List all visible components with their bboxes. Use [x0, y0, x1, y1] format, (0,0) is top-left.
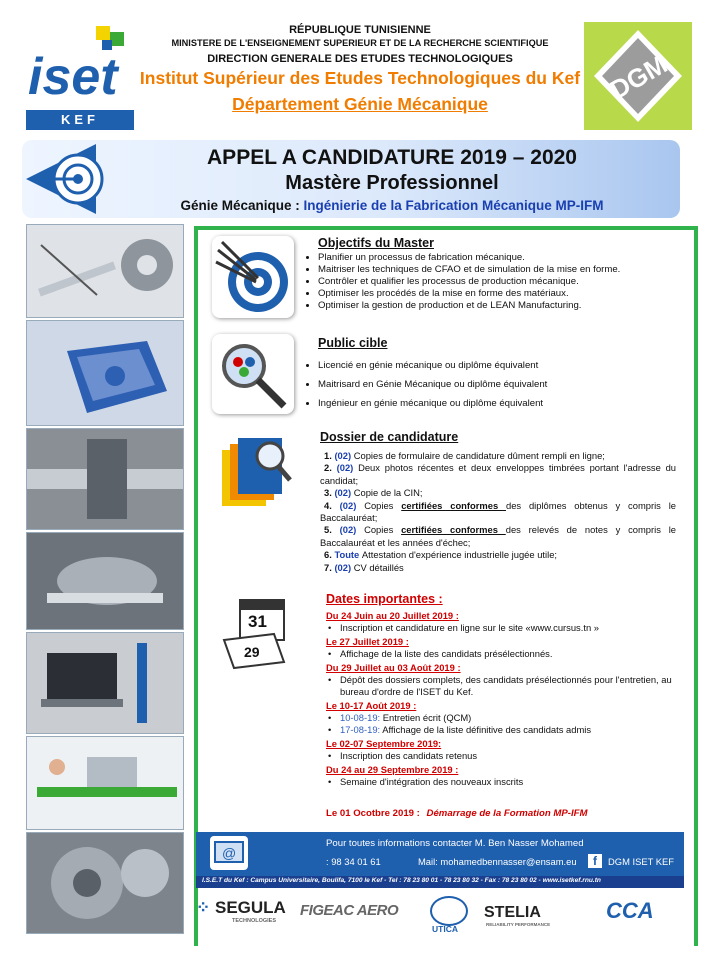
- call-banner: [22, 140, 680, 218]
- dossier-item: [320, 487, 676, 499]
- contact-line: Pour toutes informations contacter M. Ben Nasser Mohamed: [326, 838, 584, 849]
- objectifs-title: Objectifs du Master: [318, 236, 434, 250]
- date-heading: Le 27 Juillet 2019 :: [326, 636, 409, 647]
- dates-list: [326, 608, 680, 788]
- date-heading: Le 10-17 Août 2019 :: [326, 700, 417, 711]
- date-line-text: Dépôt des dossiers complets, des candidats présélectionnés pour l'entretien, au bureau d'ordre de l'ISET du Kef.: [340, 674, 672, 697]
- banner-program: [92, 198, 680, 213]
- dossier-item-underline: certifiées conformes: [401, 524, 506, 536]
- photo-assembly-line: [26, 736, 184, 830]
- date-heading: Du 24 Juin au 20 Juillet 2019 :: [326, 610, 459, 621]
- public-title: Public cible: [318, 336, 388, 350]
- dossier-item: [320, 549, 676, 561]
- date-line: [326, 776, 680, 788]
- date-heading: Le 02-07 Septembre 2019:: [326, 738, 442, 749]
- list-item: • Optimiser les procédés de la mise en forme des matériaux.: [318, 288, 698, 300]
- date-line-text: Semaine d'intégration des nouveaux inscrits: [340, 776, 524, 787]
- date-line-text: Inscription et candidature en ligne sur le site «www.cursus.tn »: [340, 622, 599, 633]
- photo-cmm-laptop: [26, 632, 184, 734]
- program-prefix: Génie Mécanique :: [180, 198, 300, 213]
- contact-mail[interactable]: Mail: mohamedbennasser@ensam.eu: [418, 856, 577, 867]
- dossier-item-number: 1.: [324, 450, 335, 461]
- dossier-item-number: 4.: [324, 499, 340, 511]
- target-icon: [212, 236, 294, 318]
- list-item: • Contrôler et qualifier les processus de production mécanique.: [318, 276, 698, 288]
- objectifs-list: [304, 252, 698, 312]
- list-item: • Ingénieur en génie mécanique ou diplôme équivalent: [318, 394, 698, 413]
- svg-text:@: @: [222, 845, 237, 861]
- dossier-item-text: des diplômes obtenus y compris le Baccalauréat;: [320, 499, 676, 524]
- cca-logo: CCA: [606, 898, 654, 923]
- contact-bar: [196, 832, 684, 876]
- address-bar: [196, 876, 684, 888]
- dossier-title: Dossier de candidature: [320, 430, 459, 444]
- segula-sub: TECHNOLOGIES: [232, 918, 277, 924]
- dossier-item-qty: (02): [334, 450, 354, 461]
- dossier-item-qty: (02): [334, 561, 354, 573]
- magnifier-people-icon: [212, 334, 294, 414]
- utica-emblem-icon: [430, 896, 468, 926]
- dossier-item: [320, 500, 676, 525]
- dossier-item-number: 7.: [324, 561, 335, 573]
- date-heading: Du 29 Juillet au 03 Août 2019 :: [326, 662, 461, 673]
- photo-cad-part: [26, 320, 184, 426]
- dossier-item-text: Attestation d'expérience industrielle jugée utile;: [361, 549, 558, 561]
- header-departement: Département Génie Mécanique: [232, 94, 488, 114]
- utica-logo: UTICA: [432, 924, 458, 934]
- banner-subtitle: Mastère Professionnel: [285, 172, 499, 194]
- photo-gears: [26, 832, 184, 934]
- contact-mail-icon: [210, 836, 248, 870]
- list-item: • Licencié en génie mécanique ou diplôme équivalent: [318, 356, 698, 375]
- dossier-item-qty: (02): [339, 524, 365, 536]
- figeac-logo: FIGEAC AERO: [300, 902, 399, 919]
- dossier-item-qty: (02): [334, 487, 354, 499]
- list-item: • Planifier un processus de fabrication mécanique.: [318, 252, 698, 264]
- dossier-item-text: des relevés de notes y compris le Baccalauréat et les années d'échec;: [320, 524, 676, 548]
- date-line-text: Affichage de la liste des candidats présélectionnés.: [340, 648, 553, 659]
- date-line: [326, 750, 680, 762]
- dossier-item: [320, 450, 676, 462]
- dossier-list: [320, 450, 676, 574]
- date-line-prefix: 10-08-19:: [340, 712, 383, 723]
- header-direction: DIRECTION GENERALE DES ETUDES TECHNOLOGIQUES: [207, 53, 513, 65]
- header-republique: RÉPUBLIQUE TUNISIENNE: [289, 24, 431, 36]
- photo-milling: [26, 532, 184, 630]
- dossier-item-text: CV détaillés: [353, 561, 404, 573]
- stelia-sub: RELIABILITY PERFORMANCE: [486, 922, 551, 927]
- address-text: I.S.E.T du Kef : Campus Universitaire, Boulifa, 7100 le Kef - Tel : 78 23 80 01 - 78 23 80 32 - Fax : 78 23 80 02 - www.isetkef.rnu.tn: [202, 877, 601, 884]
- dgm-logo: [584, 22, 692, 130]
- dossier-item: [320, 462, 676, 487]
- photo-drawing-tools: [26, 224, 184, 318]
- dossier-item-qty: (02): [339, 499, 365, 511]
- date-line: [326, 712, 680, 724]
- dossier-item-text: Copies de formulaire de candidature dûment rempli en ligne;: [353, 450, 605, 461]
- final-date: [326, 808, 588, 819]
- program-name: Ingénierie de la Fabrication Mécanique MP-IFM: [303, 198, 604, 213]
- dossier-item: [320, 524, 676, 549]
- svg-text:DGM: DGM: [604, 48, 673, 106]
- contact-facebook[interactable]: DGM ISET KEF: [608, 856, 674, 867]
- segula-logo: ⁘ SEGULA: [196, 898, 286, 917]
- date-line-text: Inscription des candidats retenus: [340, 750, 478, 761]
- date-line: [326, 674, 680, 698]
- segula-name: SEGULA: [214, 898, 286, 917]
- dossier-item-text: Copie de la CIN;: [353, 487, 423, 499]
- dossier-item-number: 2.: [324, 462, 337, 474]
- dossier-item-qty: Toute: [334, 549, 362, 561]
- date-line: [326, 648, 680, 660]
- calendar-day-2: 29: [244, 644, 260, 660]
- banner-title: APPEL A CANDIDATURE 2019 – 2020: [207, 146, 577, 169]
- date-line: [326, 724, 680, 736]
- header-ministere: MINISTERE DE L'ENSEIGNEMENT SUPERIEUR ET DE LA RECHERCHE SCIENTIFIQUE: [171, 38, 549, 48]
- dossier-item-underline: certifiées conformes: [401, 499, 506, 511]
- final-date-label: Le 01 Ocotbre 2019 :: [326, 808, 420, 819]
- svg-text:iset: iset: [28, 48, 118, 106]
- date-heading: Du 24 au 29 Septembre 2019 :: [326, 764, 459, 775]
- photo-lathe: [26, 428, 184, 530]
- dossier-item: [320, 562, 676, 574]
- public-list: [304, 356, 698, 413]
- folders-icon: [212, 430, 294, 514]
- date-line-text: Affichage de la liste définitive des candidats admis: [382, 724, 592, 735]
- final-date-text: Démarrage de la Formation MP-IFM: [426, 808, 588, 819]
- dossier-item-pre: Copies: [364, 524, 402, 536]
- list-item: • Maitriser les techniques de CFAO et de simulation de la mise en forme.: [318, 264, 698, 276]
- contact-phone[interactable]: : 98 34 01 61: [326, 856, 381, 867]
- dossier-item-pre: Copies: [364, 499, 402, 511]
- dossier-item-text: Deux photos récentes et deux enveloppes timbrées portant l'adresse du candidat;: [320, 462, 677, 486]
- dossier-item-number: 5.: [324, 524, 340, 536]
- dossier-item-number: 3.: [324, 487, 335, 499]
- date-line-text: Entretien écrit (QCM): [382, 712, 472, 723]
- logo-kef-label: KEF: [61, 112, 99, 127]
- stelia-logo: STELIA: [484, 904, 541, 921]
- facebook-icon: f: [588, 854, 602, 868]
- header-institut: Institut Supérieur des Etudes Technologiques du Kef: [139, 68, 581, 88]
- list-item: • Maitrisard en Génie Mécanique ou diplôme équivalent: [318, 375, 698, 394]
- dates-title: Dates importantes :: [326, 592, 443, 606]
- calendar-icon: [214, 596, 298, 670]
- calendar-day-1: 31: [248, 612, 267, 631]
- list-item: • Optimiser la gestion de production et de LEAN Manufacturing.: [318, 300, 698, 312]
- date-line: [326, 622, 680, 634]
- dossier-item-number: 6.: [324, 549, 335, 561]
- dossier-item-qty: (02): [336, 462, 359, 474]
- date-line-prefix: 17-08-19:: [340, 724, 383, 735]
